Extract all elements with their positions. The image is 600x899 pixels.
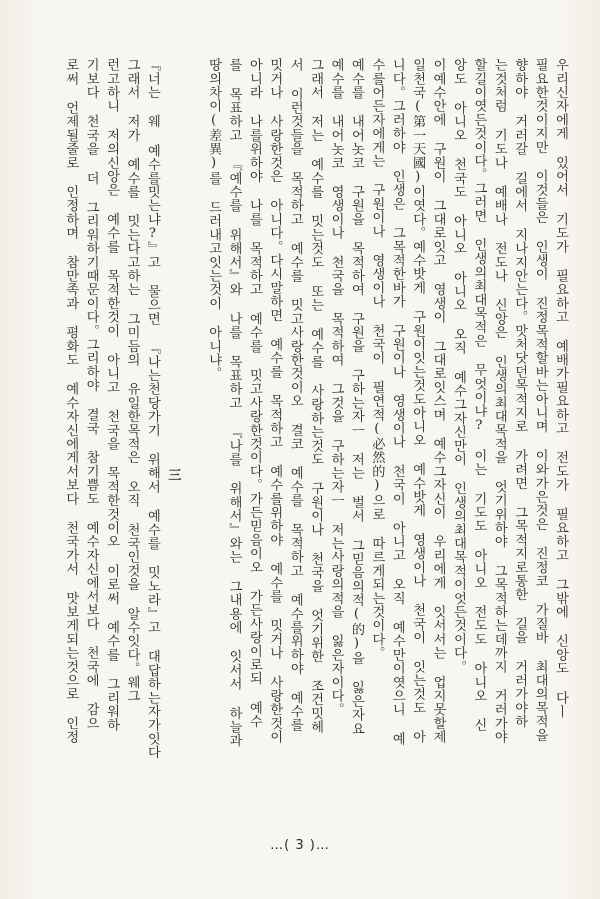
page-number: …( 3 )…: [270, 838, 330, 853]
text-column: 를 목표하고 『예수를 위해서』와 나를 목표하고 『나를 위해서』와는 그내용에 잇서서 하늘과: [226, 58, 242, 748]
text-column: 이예수안에 구원이 그대로잇고 영생이 그대로잇스며 예수그자신이 우리에게 잇서서는 업지못할제: [430, 58, 446, 744]
text-column: 예수를 내어놋코 구원을 목적하여 구원을 구하는자ㅡ 저는 벌서 그믿음의적(的)을 잃은자요: [348, 58, 364, 736]
text-column: 그래서 저가 예수를 밋는다고하는 그미듬의 유일한목적은 오직 천국인것을 알수잇다。웨그: [124, 58, 140, 703]
text-column: 일천국(第一天國)이엿다。예수밧게 구원이잇는것도아니오 예수밧게 영생이나 천국이 잇는것도 아: [410, 58, 426, 744]
body-text: [30, 58, 570, 828]
text-column: 향하야 거러갈 길에서 지나지안는다。맛처닷던목적지로 가려면 그목적지로통한 길을 거러가야하: [512, 58, 528, 729]
text-column: 예수를 내어놋코 영생이나 천국을 목적하여 그것을 구하는자ㅡ 저는사랑의적을 잃은자이다。: [328, 58, 344, 717]
text-column: 서 이런것들을 목적하고 예수를 밋고사랑한것이오 결코 예수를 목적하고 예수를위하야 예수를: [287, 58, 303, 732]
text-column: 는것처럼 기도나 예배나 전도나 신앙은 인생의최대목적을 엇기위하야 그목적하는데까지 거러가야: [491, 58, 507, 744]
text-column: 밋거나 사랑한것은 아니다。다시말하면 예수를 목적하고 예수를위하야 예수를 밋거나 사랑한것이: [267, 58, 283, 744]
text-column: 니다。그러하야 인생은 그목적한바가 구원이나 영생이나 천국이 아니고 오직 예수만이엿으니 예: [389, 58, 405, 746]
text-column: 우리신자에게 있어서 기도가 필요하고 예배가필요하고 전도가 필요하고 그밖에 신앙도 다ㅣ: [553, 58, 568, 719]
text-column: 필요한것이지만 이것들은 인생이 진정목적할바는아니며 이와가은것은 진정코 가질바 최대의목적을: [532, 58, 548, 742]
text-column: 로써 언제될줄로 인정하며 참만족과 평화도 예수자신에게서보다 천국가서 맛보게되는것으로 인정: [63, 58, 79, 744]
text-column: 아니라 나를위하야 나를 목적하고 예수를 밋고사랑한것이다。가든믿음이오 가든사랑이로되 예수: [246, 58, 262, 729]
text-column: 땅의차이(差異)를 드러내고잇는것이 아니냐。: [206, 58, 222, 381]
column-gap: [182, 58, 202, 828]
text-column: 그래서 저는 예수를 밋는것도 또는 예수를 사랑하는것도 구원이나 천국을 엇기위한 조건밋헤: [308, 58, 324, 734]
text-column: 런고하니 저의신앙은 예수를 목적한것이 아니고 천국을 목적한것이오 이로써 예수를 그리워하: [104, 58, 120, 732]
text-column: 할길이엿든것이다。그러면 인생의최대목적은 무엇이냐? 이는 기도도 아니오 전도도 아니오 신: [471, 58, 487, 732]
text-column: 『너는 웨 예수를밋는냐?』고 물으면 『나는천당가기 위해서 예수를 밋노라』고 대답하는자가잇다: [144, 58, 160, 760]
text-column: 수를어든자에게는 구원이나 영생이나 천국이 필연적(必然的)으로 따르게되는것이다。: [369, 58, 385, 660]
section-number: 三: [165, 468, 181, 482]
text-column: 앙도 아니오 천국도 아니오 아니오 오직 예수그자신만이 인생의최대목적이엇든것이다。: [450, 58, 466, 674]
text-column: 기보다 천국을 더 그리워하기때문이다。그리하야 결국 참기쁨도 예수자신에서보다 천국에 감으: [83, 58, 99, 730]
